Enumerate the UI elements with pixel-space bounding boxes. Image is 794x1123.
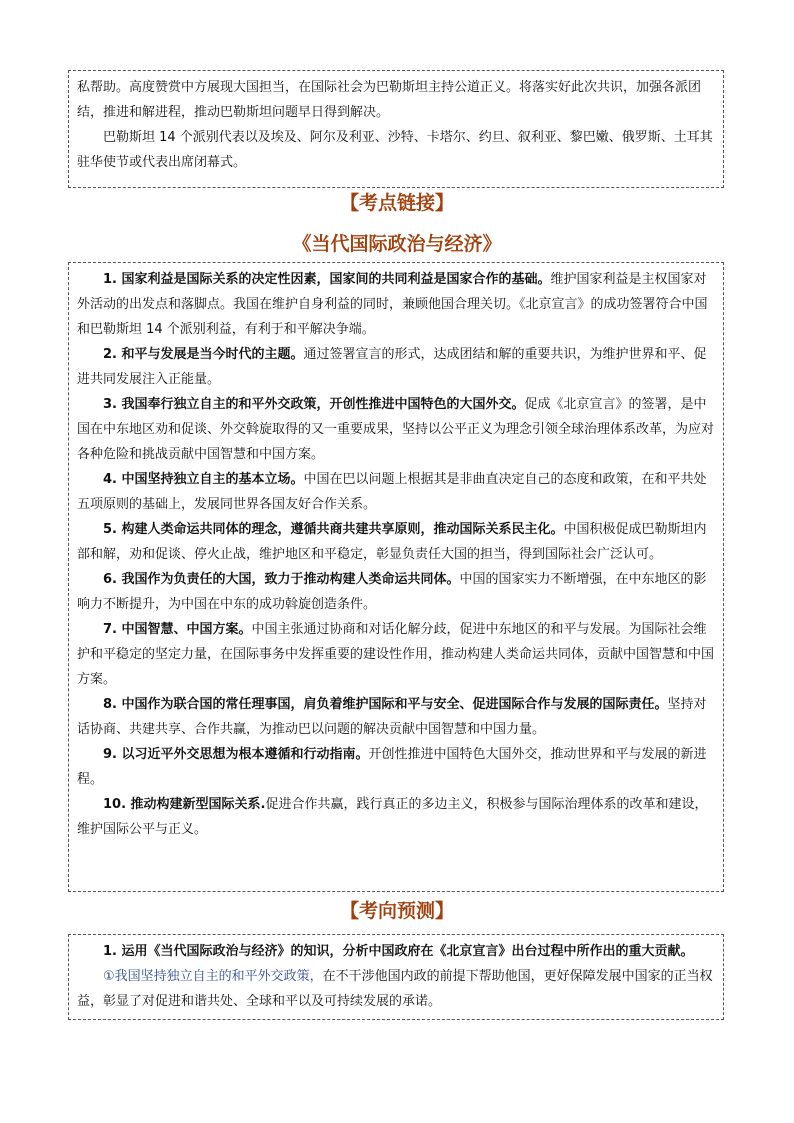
point-2: 2. 和平与发展是当今时代的主题。通过签署宣言的形式，达成团结和解的重要共识，为维护世界和平、促进共同发展注入正能量。 — [77, 347, 707, 387]
forecast-question: 1. 运用《当代国际政治与经济》的知识，分析中国政府在《北京宣言》出台过程中所作出的重大贡献。 — [103, 944, 694, 959]
background-paragraph-2: 巴勒斯坦 14 个派别代表以及埃及、阿尔及利亚、沙特、卡塔尔、约旦、叙利亚、黎巴嫩、俄罗斯、土耳其驻华使节或代表出席闭幕式。 — [77, 130, 713, 170]
section-title-kaoxiang: 【考向预测】 — [339, 900, 454, 922]
point-6: 6. 我国作为负责任的大国，致力于推动构建人类命运共同体。中国的国家实力不断增强，在中东地区的影响力不断提升，为中国在中东的成功斡旋创造条件。 — [77, 572, 707, 612]
section-title-kaodian: 【考点链接】 — [339, 192, 454, 214]
point-7: 7. 中国智慧、中国方案。中国主张通过协商和对话化解分歧，促进中东地区的和平与发展。为国际社会维护和平稳定的坚定力量，在国际事务中发挥重要的建设性作用，推动构建人类命运共同体，贡献中国智慧和中国方案。 — [77, 622, 715, 687]
key-points-box — [68, 262, 724, 892]
forecast-box — [68, 934, 724, 1020]
background-box — [68, 70, 724, 188]
point-3: 3. 我国奉行独立自主的和平外交政策，开创性推进中国特色的大国外交。促成《北京宣言》的签署，是中国在中东地区劝和促谈、外交斡旋取得的又一重要成果，坚持以公平正义为理念引领全球治理体系改革，为应对各种危险和挑战贡献中国智慧和中国方案。 — [77, 397, 715, 462]
point-8: 8. 中国作为联合国的常任理事国，肩负着维护国际和平与安全、促进国际合作与发展的国际责任。坚持对话协商、共建共享、合作共赢，为推动巴以问题的解决贡献中国智慧和中国力量。 — [77, 697, 707, 737]
point-9: 9. 以习近平外交思想为根本遵循和行动指南。开创性推进中国特色大国外交，推动世界和平与发展的新进程。 — [77, 747, 707, 787]
point-1: 1. 国家利益是国际关系的决定性因素，国家间的共同利益是国家合作的基础。维护国家利益是主权国家对外活动的出发点和落脚点。我国在维护自身利益的同时，兼顾他国合理关切。《北京宣言》的成功签署符合中国和巴勒斯坦 14 个派别利益，有利于和平解决争端。 — [77, 272, 708, 337]
point-4: 4. 中国坚持独立自主的基本立场。中国在巴以问题上根据其是非曲直决定自己的态度和政策，在和平共处五项原则的基础上，发展同世界各国友好合作关系。 — [77, 472, 707, 512]
section-subtitle-book: 《当代国际政治与经济》 — [292, 233, 502, 255]
point-10: 10. 推动构建新型国际关系.促进合作共赢，践行真正的多边主义，积极参与国际治理体系的改革和建设，维护国际公平与正义。 — [77, 797, 708, 837]
forecast-answer: ①我国坚持独立自主的和平外交政策，在不干涉他国内政的前提下帮助他国，更好保障发展中国家的正当权益，彰显了对促进和谐共处、全球和平以及可持续发展的承诺。 — [77, 969, 713, 1009]
background-paragraph-1: 私帮助。高度赞赏中方展现大国担当，在国际社会为巴勒斯坦主持公道正义。将落实好此次共识，加强各派团结，推进和解进程，推动巴勒斯坦问题早日得到解决。 — [77, 80, 702, 120]
point-5: 5. 构建人类命运共同体的理念，遵循共商共建共享原则，推动国际关系民主化。中国积极促成巴勒斯坦内部和解，劝和促谈、停火止战，维护地区和平稳定，彰显负责任大国的担当，得到国际社会广泛认可。 — [77, 522, 707, 562]
